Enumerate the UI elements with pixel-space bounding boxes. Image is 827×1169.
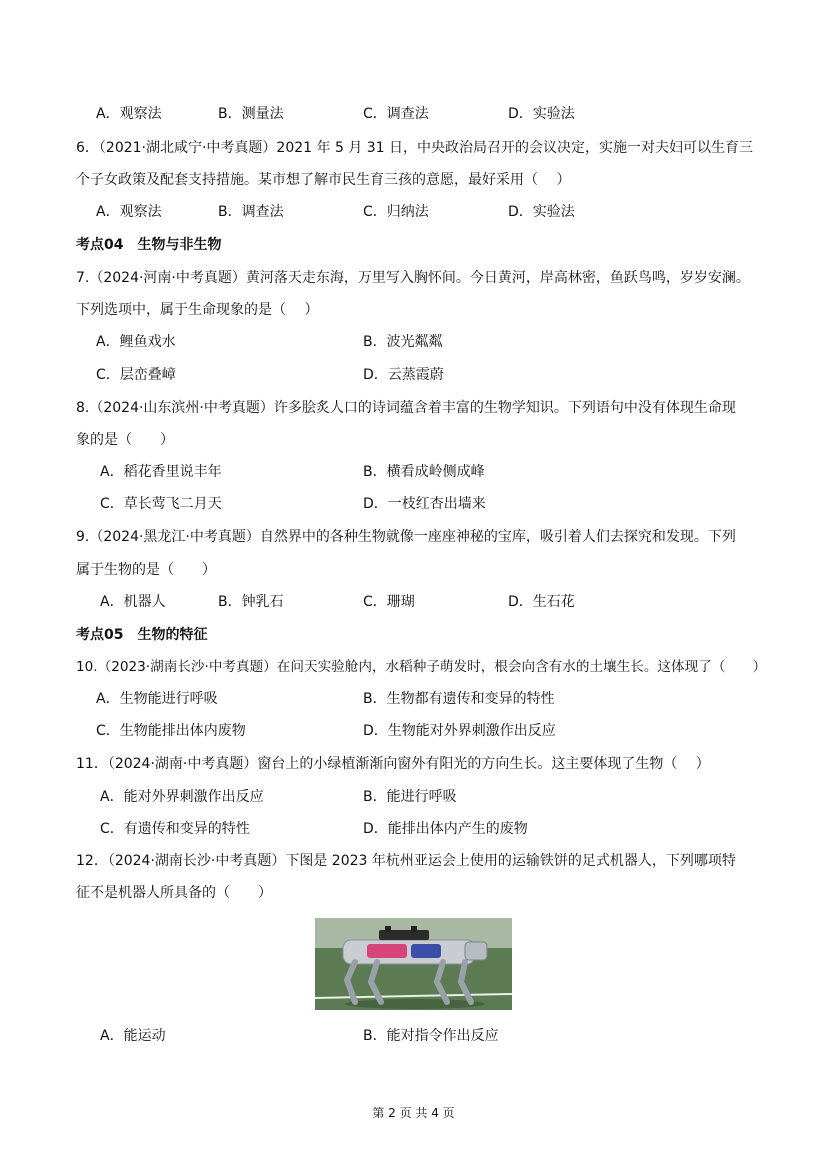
q10-stem-line1: 10.（2023·湖南长沙·中考真题）在问天实验舱内，水稻种子萌发时，根会向含有水的土壤生长。这体现了（ ） (76, 659, 767, 675)
q10-option-b: B．生物都有遗传和变异的特性 (363, 691, 555, 707)
q11-option-b: B．能进行呼吸 (363, 789, 457, 805)
q6-stem-line2: 个子女政策及配套支持措施。某市想了解市民生育三孩的意愿，最好采用（ ） (76, 172, 571, 188)
q9-stem-line2: 属于生物的是（ ） (76, 562, 216, 578)
q11-option-c: C．有遗传和变异的特性 (100, 821, 250, 837)
q8-option-c: C．草长莺飞二月天 (100, 496, 222, 512)
q6-option-c: C．归纳法 (363, 204, 429, 220)
q9-option-d: D．生石花 (508, 594, 575, 610)
q10-option-d: D．生物能对外界刺激作出反应 (363, 723, 556, 739)
section-heading-04: 考点04 生物与非生物 (76, 237, 222, 253)
q7-stem-line1: 7.（2024·河南·中考真题）黄河落天走东海，万里写入胸怀间。今日黄河，岸高林密，鱼跃鸟鸣，岁岁安澜。 (76, 270, 750, 286)
q6-option-d: D．实验法 (508, 204, 575, 220)
q9-option-c: C．珊瑚 (363, 594, 415, 610)
q7-option-c: C．层峦叠嶂 (96, 367, 176, 383)
q8-option-b: B．横看成岭侧成峰 (363, 464, 485, 480)
q12-option-b: B．能对指令作出反应 (363, 1028, 499, 1044)
q5-option-c: C．调查法 (363, 106, 429, 122)
q11-option-a: A．能对外界刺激作出反应 (100, 789, 264, 805)
q12-stem-line1: 12．（2024·湖南长沙·中考真题）下图是 2023 年杭州亚运会上使用的运输铁饼的足式机器人，下列哪项特 (76, 853, 736, 869)
q7-option-d: D．云蒸霞蔚 (363, 367, 444, 383)
q7-stem-line2: 下列选项中，属于生命现象的是（ ） (76, 302, 319, 318)
q10-option-a: A．生物能进行呼吸 (96, 691, 218, 707)
q5-option-a: A．观察法 (96, 106, 162, 122)
q8-stem-line2: 象的是（ ） (76, 432, 174, 448)
q9-option-b: B．钟乳石 (218, 594, 284, 610)
q8-option-d: D．一枝红杏出墙来 (363, 496, 486, 512)
q5-option-d: D．实验法 (508, 106, 575, 122)
q10-option-c: C．生物能排出体内废物 (96, 723, 246, 739)
q8-stem-line1: 8.（2024·山东滨州·中考真题）许多脍炙人口的诗词蕴含着丰富的生物学知识。下列语句中没有体现生命现 (76, 400, 736, 416)
q5-option-b: B．测量法 (218, 106, 284, 122)
q11-stem-line1: 11．（2024·湖南·中考真题）窗台上的小绿植渐渐向窗外有阳光的方向生长。这主要体现了生物（ ） (76, 756, 710, 772)
q9-stem-line1: 9.（2024·黑龙江·中考真题）自然界中的各种生物就像一座座神秘的宝库，吸引着人们去探究和发现。下列 (76, 529, 736, 545)
q11-option-d: D．能排出体内产生的废物 (363, 821, 528, 837)
q12-stem-line2: 征不是机器人所具备的（ ） (76, 885, 272, 901)
robot-dog-photo (315, 918, 512, 1010)
q7-option-b: B．波光粼粼 (363, 334, 443, 350)
q12-option-a: A．能运动 (100, 1028, 166, 1044)
q6-option-b: B．调查法 (218, 204, 284, 220)
q9-option-a: A．机器人 (100, 594, 166, 610)
q7-option-a: A．鲤鱼戏水 (96, 334, 176, 350)
q6-stem-line1: 6．（2021·湖北咸宁·中考真题）2021 年 5 月 31 日，中央政治局召开的会议决定，实施一对夫妇可以生育三 (76, 140, 754, 156)
q6-option-a: A．观察法 (96, 204, 162, 220)
robot-dog-illustration (315, 918, 512, 1010)
q8-option-a: A．稻花香里说丰年 (100, 464, 222, 480)
page-footer: 第 2 页 共 4 页 (372, 1106, 455, 1120)
section-heading-05: 考点05 生物的特征 (76, 627, 208, 643)
